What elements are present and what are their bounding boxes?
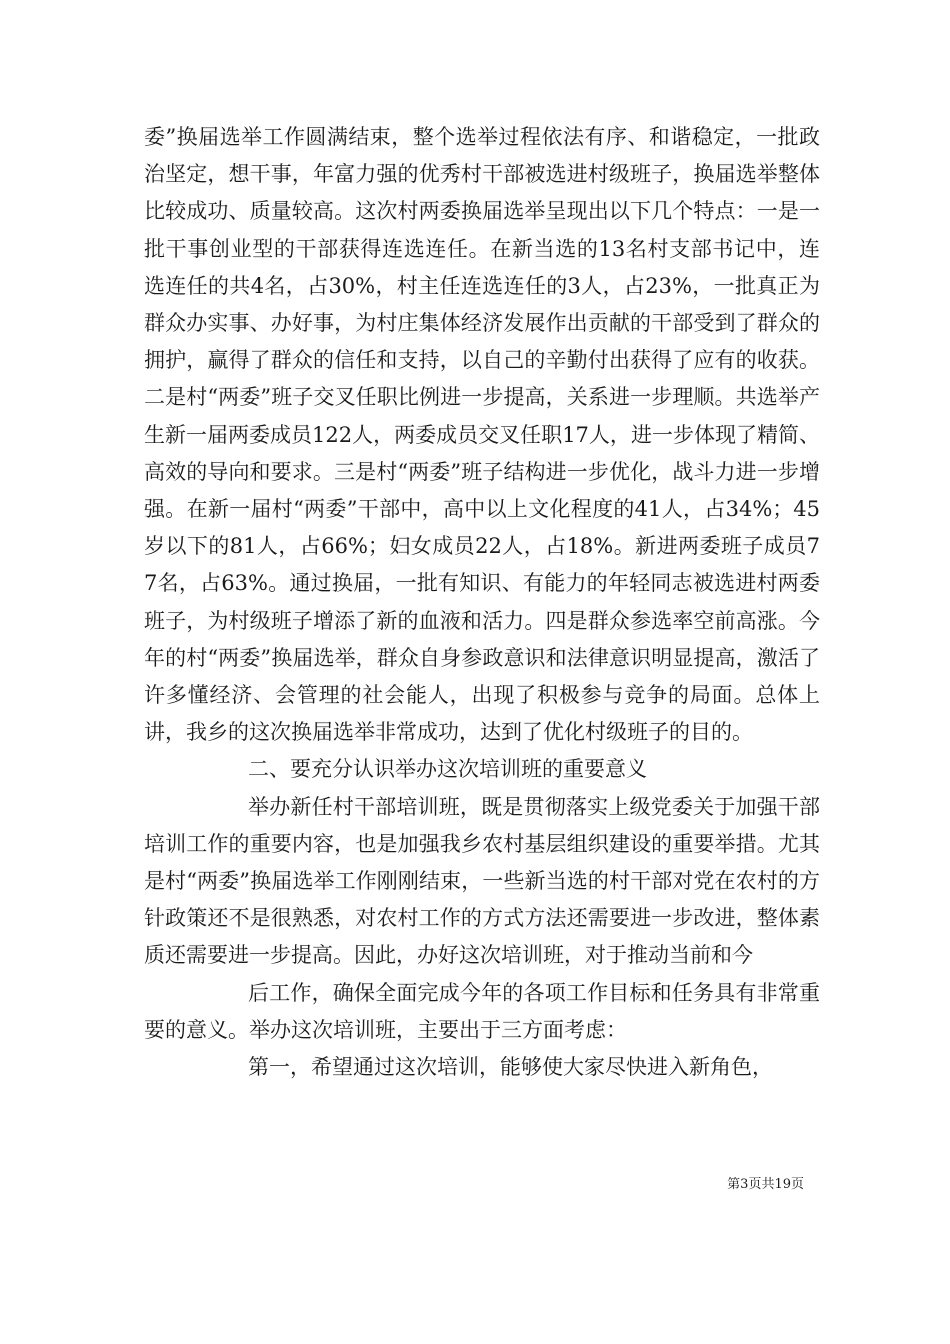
- paragraph-training-reasons: 后工作，确保全面完成今年的各项工作目标和任务具有非常重要的意义。举办这次培训班，主要出于三方面考虑：: [144, 980, 820, 1042]
- page-number: 第3页共19页: [727, 1177, 804, 1192]
- paragraph-election-summary: 委”换届选举工作圆满结束，整个选举过程依法有序、和谐稳定，一批政治坚定，想干事，年富力强的优秀村干部被选进村级班子，换届选举整体比较成功、质量较高。这次村两委换届选举呈现出以下几个特点：一是一批干事创业型的干部获得连选连任。在新当选的13名村支部书记中，连选连任的共4名，占30%，村主任连选连任的3人，占23%，一批真正为群众办实事、办好事，为村庄集体经济发展作出贡献的干部受到了群众的拥护，赢得了群众的信任和支持，以自己的辛勤付出获得了应有的收获。二是村“两委”班子交叉任职比例进一步提高，关系进一步理顺。共选举产生新一届两委成员122人，两委成员交叉任职17人，进一步体现了精简、高效的导向和要求。三是村“两委”班子结构进一步优化，战斗力进一步增强。在新一届村“两委”干部中，高中以上文化程度的41人，占34%；45岁以下的81人，占66%；妇女成员22人，占18%。新进两委班子成员77名，占63%。通过换届，一批有知识、有能力的年轻同志被选进村两委班子，为村级班子增添了新的血液和活力。四是群众参选率空前高涨。今年的村“两委”换届选举，群众自身参政意识和法律意识明显提高，激活了许多懂经济、会管理的社会能人，出现了积极参与竞争的局面。总体上讲，我乡的这次换届选举非常成功，达到了优化村级班子的目的。: [144, 125, 820, 745]
- section-heading-significance: 二、要充分认识举办这次培训班的重要意义: [248, 757, 647, 782]
- paragraph-training-importance: 举办新任村干部培训班，既是贯彻落实上级党委关于加强干部培训工作的重要内容，也是加强我乡农村基层组织建设的重要举措。尤其是村“两委”换届选举工作刚刚结束，一些新当选的村干部对党在农村的方针政策还不是很熟悉，对农村工作的方式方法还需要进一步改进，整体素质还需要进一步提高。因此，办好这次培训班，对于推动当前和今: [144, 794, 820, 968]
- body-text: [144, 119, 820, 1086]
- paragraph-first-reason: 第一，希望通过这次培训，能够使大家尽快进入新角色，: [248, 1055, 773, 1080]
